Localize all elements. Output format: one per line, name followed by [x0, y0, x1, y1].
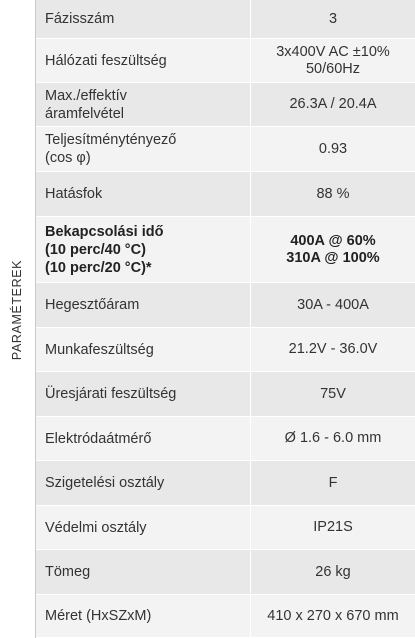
row-label: Fázisszám: [45, 11, 115, 27]
row-value: Ø 1.6 - 6.0 mm: [250, 417, 415, 460]
table-row: [36, 506, 415, 550]
row-label: Teljesítménytényező (cos φ): [45, 132, 177, 166]
row-value: 3: [250, 0, 415, 38]
table-row: [36, 83, 415, 127]
row-label: Szigetelési osztály: [45, 475, 165, 491]
row-label: Méret (HxSZxM): [45, 608, 152, 624]
sidebar: [0, 0, 36, 638]
table-row: [36, 461, 415, 506]
table-row: [36, 328, 415, 372]
row-value: 21.2V - 36.0V: [250, 328, 415, 371]
row-label: Üresjárati feszültség: [45, 386, 177, 402]
row-value: 30A - 400A: [250, 283, 415, 327]
table-row: [36, 550, 415, 595]
row-label: Bekapcsolási idő (10 perc/40 °C) (10 perc/20 °C)*: [45, 223, 164, 276]
spec-table: [36, 0, 415, 638]
row-label: Tömeg: [45, 564, 91, 580]
table-row: [36, 217, 415, 283]
table-row: [36, 417, 415, 461]
row-label: Munkafeszültség: [45, 341, 154, 358]
row-value: 410 x 270 x 670 mm: [250, 595, 415, 637]
row-value: 400A @ 60% 310A @ 100%: [250, 217, 415, 282]
table-row: [36, 283, 415, 328]
row-value: 3x400V AC ±10% 50/60Hz: [250, 39, 415, 82]
row-value: 88 %: [250, 172, 415, 216]
row-label: Védelmi osztály: [45, 519, 147, 536]
row-label: Max./effektív áramfelvétel: [45, 87, 127, 122]
row-label: Hatásfok: [45, 186, 103, 202]
table-row: [36, 0, 415, 39]
row-value: F: [250, 461, 415, 505]
table-row: [36, 595, 415, 638]
row-label: Elektródaátmérő: [45, 430, 152, 447]
row-value: IP21S: [250, 506, 415, 549]
table-row: [36, 172, 415, 217]
row-value: 26 kg: [250, 550, 415, 594]
row-label: Hegesztőáram: [45, 297, 140, 313]
table-row: [36, 39, 415, 83]
row-label: Hálózati feszültség: [45, 52, 167, 69]
row-value: 0.93: [250, 127, 415, 171]
table-row: [36, 372, 415, 417]
table-row: [36, 127, 415, 172]
row-value: 75V: [250, 372, 415, 416]
row-value: 26.3A / 20.4A: [250, 83, 415, 126]
sidebar-label: PARAMÉTEREK: [10, 259, 24, 361]
